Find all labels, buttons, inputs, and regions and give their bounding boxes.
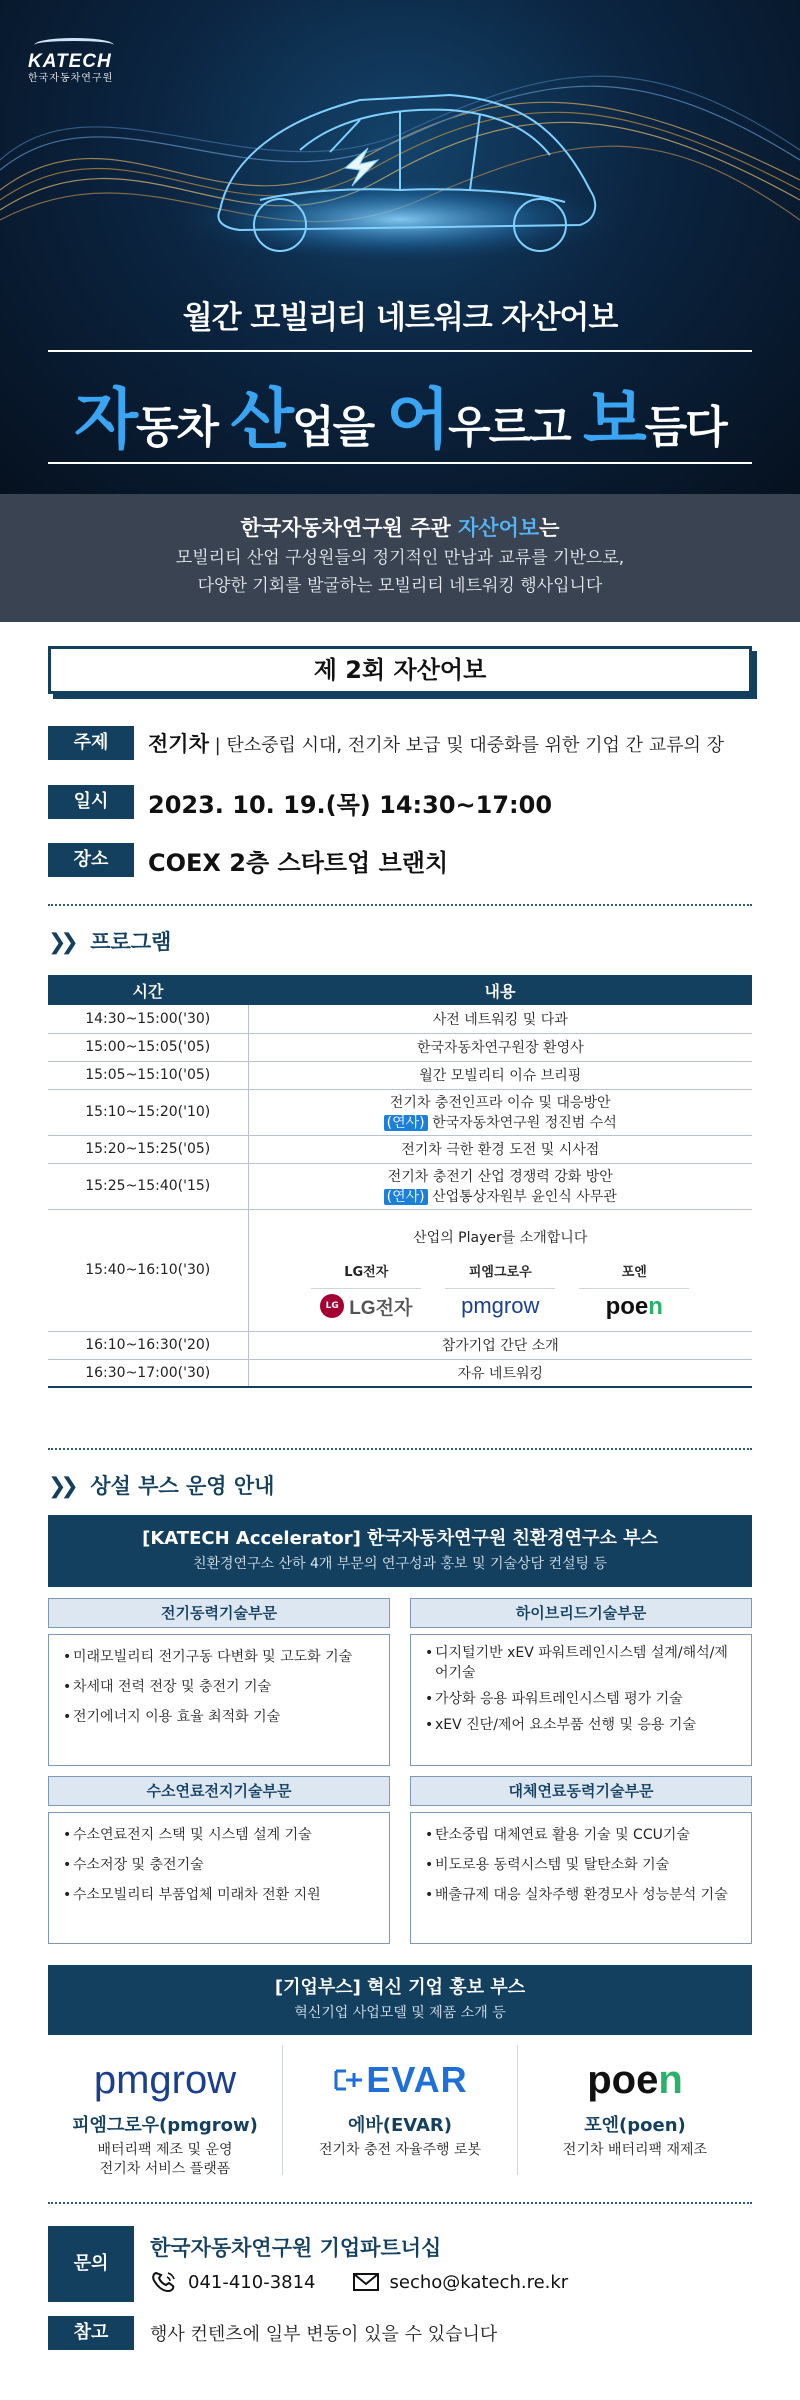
content-cell: 산업의 Player를 소개합니다 LG전자 LG LG전자 피엠그로우 pmgrow 포엔 poen (248, 1209, 752, 1331)
list-item: • 전기에너지 이용 효율 최적화 기술 (63, 1707, 375, 1727)
player-name: 포엔 (621, 1264, 647, 1280)
corp-booth-subtitle: 혁신기업 사업모델 및 제품 소개 등 (294, 2005, 506, 2021)
corp-poen (518, 2045, 752, 2175)
theme-row (48, 726, 752, 760)
corp-name: 피엠그로우(pmgrow) (72, 2115, 258, 2136)
list-item: • 가상화 응용 파워트레인시스템 평가 기술 (425, 1689, 737, 1709)
table-row (48, 1209, 752, 1331)
title-text: 우르고 (448, 402, 583, 453)
content-cell: 참가기업 간단 소개 (248, 1331, 752, 1359)
time-cell: 15:25~15:40('15) (48, 1163, 248, 1209)
list-item: • 디지털기반 xEV 파워트레인시스템 설계/해석/제어기술 (425, 1643, 737, 1683)
dept-card (410, 1598, 752, 1766)
dept-list (48, 1812, 390, 1944)
table-row (48, 1033, 752, 1061)
player-item (311, 1261, 421, 1322)
phone-link[interactable]: 041-410-3814 (188, 2271, 316, 2293)
content-cell: 한국자동차연구원장 환영사 (248, 1033, 752, 1061)
table-row (48, 1331, 752, 1359)
content-cell: 월간 모빌리티 이슈 브리핑 (248, 1061, 752, 1089)
corp-name: 에바(EVAR) (347, 2115, 453, 2136)
corp-desc: 전기차 서비스 플랫폼 (99, 2161, 231, 2177)
list-item: • 수소저장 및 충전기술 (63, 1855, 375, 1875)
dept-card (48, 1776, 390, 1944)
content-cell: 전기차 충전기 산업 경쟁력 강화 방안 (연사) 산업통상자원부 윤인식 사무관 (248, 1163, 752, 1209)
katech-logo (28, 38, 138, 86)
divider (48, 2202, 752, 2204)
corp-list (48, 2045, 752, 2175)
list-item: • 차세대 전력 전장 및 충전기 기술 (63, 1677, 375, 1697)
logo-arc (34, 38, 114, 52)
player-item (445, 1261, 555, 1322)
hero-title (0, 366, 800, 461)
title-highlight-char: 어 (386, 381, 449, 458)
table-row (48, 1089, 752, 1135)
col-time: 시간 (48, 975, 248, 1005)
dept-list (410, 1812, 752, 1944)
dept-list (48, 1634, 390, 1766)
corp-desc: 전기차 충전 자율주행 로봇 (318, 2142, 482, 2158)
intro-highlight: 자산어보 (458, 516, 540, 540)
place-label: 장소 (48, 843, 134, 877)
contact-org: 한국자동차연구원 기업파트너십 (150, 2236, 442, 2260)
table-row (48, 1005, 752, 1033)
intro-line-3: 다양한 기회를 발굴하는 모빌리티 네트워킹 행사입니다 (197, 576, 603, 596)
time-cell: 15:05~15:10('05) (48, 1061, 248, 1089)
dept-list (410, 1634, 752, 1766)
dept-title: 전기동력기술부문 (48, 1598, 390, 1628)
content-cell: 전기차 충전인프라 이슈 및 대응방안 (연사) 한국자동차연구원 정진범 수석 (248, 1089, 752, 1135)
katech-booth-title: [KATECH Accelerator] 한국자동차연구원 친환경연구소 부스 (142, 1528, 658, 1549)
table-row (48, 1163, 752, 1209)
intro-band (0, 494, 800, 622)
contact-line (150, 2270, 568, 2294)
chevron-double-icon: ❯❯ (48, 1474, 73, 1499)
divider (48, 1448, 752, 1450)
time-cell: 15:40~16:10('30) (48, 1209, 248, 1331)
divider (48, 904, 752, 906)
corp-booth-banner (48, 1965, 752, 2035)
logo-text: KATECH (28, 51, 112, 72)
booth-heading: ❯❯ 상설 부스 운영 안내 (48, 1474, 275, 1499)
katech-booth-subtitle: 친환경연구소 산하 4개 부문의 연구성과 홍보 및 기술상담 컨설팅 등 (192, 1556, 608, 1572)
poen-logo: poen (587, 2057, 683, 2102)
player-logo: LG LG전자 (311, 1288, 421, 1322)
corp-evar (283, 2045, 518, 2175)
event-title: 제 2회 자산어보 (48, 646, 752, 694)
player-name: 피엠그로우 (468, 1264, 532, 1280)
time-cell: 15:00~15:05('05) (48, 1033, 248, 1061)
date-value: 2023. 10. 19.(목) 14:30~17:00 (148, 790, 553, 819)
theme-label: 주제 (48, 726, 134, 760)
dept-title: 수소연료전지기술부문 (48, 1776, 390, 1806)
contact-label: 문의 (48, 2226, 134, 2302)
title-highlight-char: 보 (583, 381, 645, 458)
corp-pmgrow (48, 2045, 283, 2175)
note-text: 행사 컨텐츠에 일부 변동이 있을 수 있습니다 (150, 2324, 498, 2345)
evar-logo: EVAR (283, 2055, 517, 2105)
dept-title: 하이브리드기술부문 (410, 1598, 752, 1628)
list-item: • 수소연료전지 스택 및 시스템 설계 기술 (63, 1825, 375, 1845)
col-content: 내용 (248, 975, 752, 1005)
corp-desc: 전기차 배터리팩 재제조 (562, 2142, 708, 2158)
dept-card (48, 1598, 390, 1766)
list-item: • xEV 진단/제어 요소부품 선행 및 응용 기술 (425, 1715, 737, 1735)
dept-title: 대체연료동력기술부문 (410, 1776, 752, 1806)
list-item: • 미래모빌리티 전기구동 다변화 및 고도화 기술 (63, 1647, 375, 1667)
corp-name: 포엔(poen) (584, 2115, 686, 2136)
theme-value: 전기차 | 탄소중립 시대, 전기차 보급 및 대중화를 위한 기업 간 교류의 장 (148, 732, 725, 756)
date-row (48, 785, 752, 819)
player-name: LG전자 (344, 1264, 389, 1280)
table-row (48, 1359, 752, 1387)
table-row (48, 1135, 752, 1163)
player-logo: poen (579, 1288, 689, 1322)
pmgrow-logo: pmgrow (93, 2057, 237, 2102)
content-cell: 자유 네트워킹 (248, 1359, 752, 1387)
program-table (48, 975, 752, 1388)
intro-line-2: 모빌리티 산업 구성원들의 정기적인 만남과 교류를 기반으로, (175, 548, 625, 568)
email-link[interactable]: secho@katech.re.kr (389, 2271, 569, 2293)
note-label: 참고 (48, 2316, 134, 2350)
place-row (48, 843, 752, 877)
hero-banner (0, 0, 800, 494)
katech-booth-banner (48, 1515, 752, 1587)
player-list (249, 1261, 753, 1322)
evar-plug-icon (332, 2065, 366, 2095)
hero-subtitle: 월간 모빌리티 네트워크 자산어보 (182, 300, 618, 336)
place-value: COEX 2층 스타트업 브랜치 (148, 848, 449, 877)
list-item: • 탄소중립 대체연료 활용 기술 및 CCU기술 (425, 1825, 737, 1845)
dept-card (410, 1776, 752, 1944)
title-highlight-char: 산 (230, 381, 293, 458)
logo-subtext: 한국자동차연구원 (28, 73, 114, 84)
list-item: • 배출규제 대응 실차주행 환경모사 성능분석 기술 (425, 1885, 737, 1905)
title-highlight-char: 자 (74, 381, 136, 458)
list-item: • 수소모빌리티 부품업체 미래차 전환 지원 (63, 1885, 375, 1905)
time-cell: 15:20~15:25('05) (48, 1135, 248, 1163)
title-text: 듬다 (644, 402, 726, 453)
speaker-tag: (연사) (384, 1189, 428, 1205)
hero-divider-bottom (48, 462, 752, 464)
speaker-tag: (연사) (384, 1115, 428, 1131)
table-row (48, 1061, 752, 1089)
date-label: 일시 (48, 785, 134, 819)
time-cell: 15:10~15:20('10) (48, 1089, 248, 1135)
time-cell: 14:30~15:00('30) (48, 1005, 248, 1033)
phone-icon (150, 2270, 178, 2294)
mail-icon (352, 2270, 380, 2294)
title-text: 업을 (292, 402, 387, 453)
corp-desc: 배터리팩 제조 및 운영 (97, 2142, 233, 2158)
player-logo: pmgrow (445, 1288, 555, 1322)
player-item (579, 1261, 689, 1322)
corp-booth-title: [기업부스] 혁신 기업 홍보 부스 (274, 1977, 526, 1998)
list-item: • 비도로용 동력시스템 및 탈탄소화 기술 (425, 1855, 737, 1875)
hero-divider-top (48, 350, 752, 352)
content-cell: 사전 네트워킹 및 다과 (248, 1005, 752, 1033)
intro-headline: 한국자동차연구원 주관 자산어보는 (240, 516, 560, 540)
time-cell: 16:10~16:30('20) (48, 1331, 248, 1359)
program-heading: ❯❯ 프로그램 (48, 930, 172, 955)
title-text: 동차 (135, 402, 231, 453)
content-cell: 전기차 극한 환경 도전 및 시사점 (248, 1135, 752, 1163)
time-cell: 16:30~17:00('30) (48, 1359, 248, 1387)
chevron-double-icon: ❯❯ (48, 930, 73, 955)
